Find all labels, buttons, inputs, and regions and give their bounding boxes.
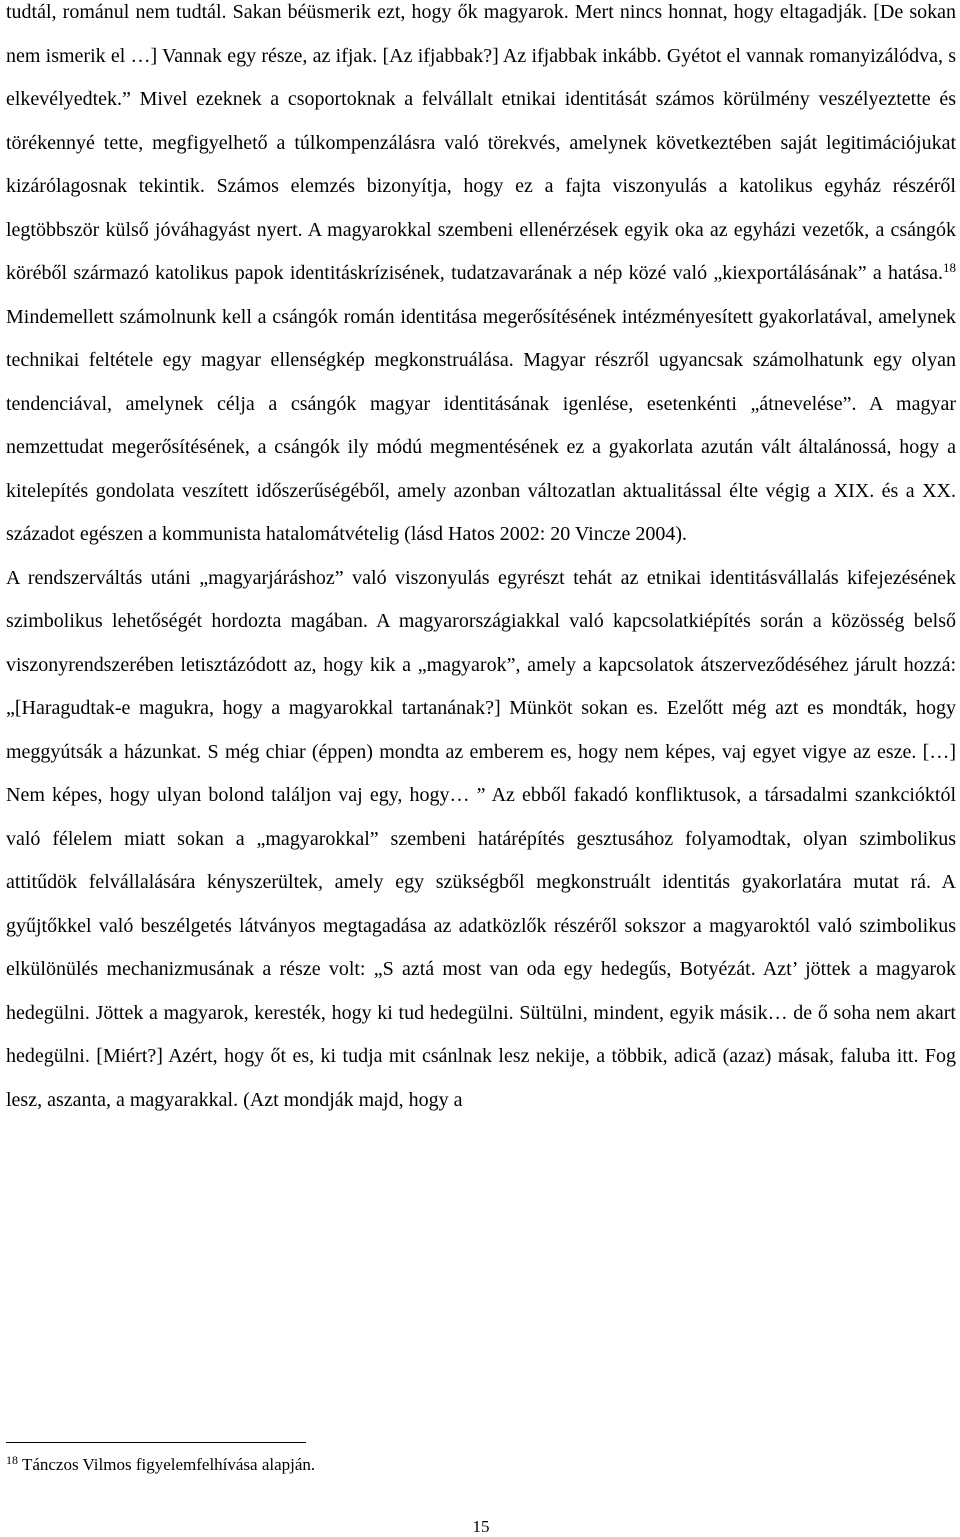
paragraph-1-text: tudtál, románul nem tudtál. Sakan béüsmerik ezt, hogy ők magyarok. Mert nincs honnat, hogy eltagadják. [De sokan nem ismerik el …] Vannak egy része, az ifjak. [Az ifjabbak?] Az ifjabbak inkább. Gyétot el vannak romanyizálódva, s elkevélyedtek.” Mivel ezeknek a csoportoknak a felvállalt etnikai identitását számos körülmény veszélyeztette és törékennyé tette, megfigyelhető a túlkompenzálásra való törekvés, amelynek következtében saját legitimációjukat kizárólagosnak tekintik. Számos elemzés bizonyítja, hogy ez a fajta viszonyulás a katolikus egyház részéről legtöbbször külső jóváhagyást nyert. A magyarokkal szembeni ellenérzések egyik oka az egyházi vezetők, a csángók köréből származó katolikus papok identitáskrízisének, tudatzavarának a nép közé való „kiexportálásának” a hatása. xyxy=(6,1,956,284)
footnote xyxy=(6,1454,315,1476)
document-page xyxy=(6,0,956,1537)
paragraph-1-continuation: Mindemellett számolnunk kell a csángók román identitása megerősítésének intézményesített gyakorlatával, amelynek technikai feltétele egy magyar ellenségkép megkonstruálása. Magyar részről ugyancsak számolhatunk egy olyan tendenciával, amelynek célja a csángók magyar identitásának igenlése, esetenkénti „átnevelése”. A magyar nemzettudat megerősítésének, a csángók ily módú megmentésének ez a gyakorlata azután vált általánossá, hogy a kitelepítés gondolata veszített időszerűségéből, amely azonban változatlan aktualitással élte végig a XIX. és a XX. századot egészen a kommunista hatalomátvételig (lásd Hatos 2002: 20 Vincze 2004). xyxy=(6,305,956,545)
footnote-number: 18 xyxy=(6,1453,18,1467)
footnote-reference: 18 xyxy=(943,260,956,275)
footnote-separator xyxy=(6,1442,306,1443)
footnote-text: Tánczos Vilmos figyelemfelhívása alapján. xyxy=(18,1455,316,1474)
body-text xyxy=(6,0,956,1122)
page-number: 15 xyxy=(472,1517,490,1536)
paragraph-2: A rendszerváltás utáni „magyarjáráshoz” való viszonyulás egyrészt tehát az etnikai identitásvállalás kifejezésének szimbolikus lehetőségét hordozta magában. A magyarországiakkal való kapcsolatkiépítés során a közösség belső viszonyrendszerében letisztázódott az, hogy kik a „magyarok”, amely a kapcsolatok átszerveződéséhez járult hozzá: „[Haragudtak-e magukra, hogy a magyarokkal tartanának?] Münköt sokan es. Ezelőtt még azt es mondták, hogy meggyútsák a házunkat. S még chiar (éppen) mondta az emberem es, hogy nem képes, vaj egyet vigye az esze. […] Nem képes, hogy ulyan bolond találjon vaj egy, hogy… ” Az ebből fakadó konfliktusok, a társadalmi szankcióktól való félelem miatt sokan a „magyarokkal” szembeni határépítés gesztusához folyamodtak, olyan szimbolikus attitűdök felvállalására kényszerültek, amely egy szükségből megkonstruált identitás gyakorlatára mutat rá. A gyűjtőkkel való beszélgetés látványos megtagadása az adatközlők részéről sokszor a magyaroktól való szimbolikus elkülönülés mechanizmusának a része volt: „S aztá most van oda egy hedegűs, Botyézát. Azt’ jöttek a magyarok hedegülni. Jöttek a magyarok, keresték, hogy ki tud hedegülni. Sültülni, mindent, egyik másik… de ő soha nem akart hedegülni. [Miért?] Azért, hogy őt es, ki tudja mit csánlnak lesz nekije, a többik, adică (azaz) másak, faluba itt. Fog lesz, aszanta, a magyarakkal. (Azt mondják majd, hogy a xyxy=(6,566,956,1111)
paragraph-1 xyxy=(6,0,956,557)
